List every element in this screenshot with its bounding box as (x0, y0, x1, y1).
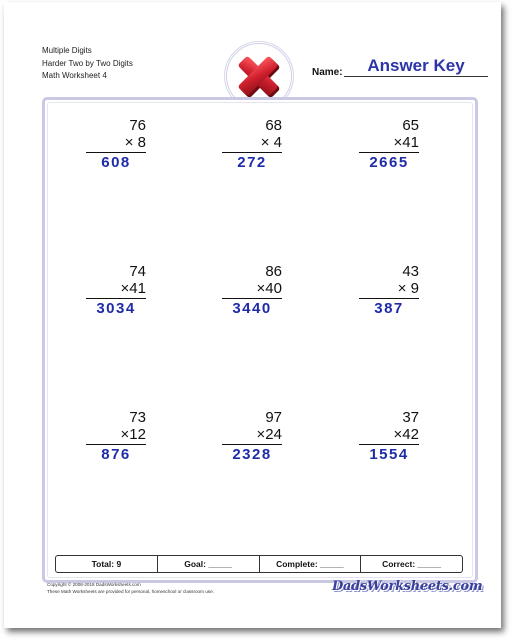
problem-multiplier: × 8 (124, 134, 146, 151)
problem-answer: 608 (101, 154, 131, 171)
problem-multiplier: ×12 (120, 426, 146, 443)
problem (222, 117, 282, 171)
problem (86, 117, 146, 171)
correct-cell: Correct: _____ (360, 556, 462, 572)
problem-multiplicand: 65 (402, 117, 419, 134)
problem (359, 263, 419, 317)
problem-answer: 2328 (232, 446, 272, 463)
problem-answer: 387 (374, 300, 404, 317)
problem-multiplicand: 74 (129, 263, 146, 280)
problem (86, 263, 146, 317)
problem-answer: 876 (101, 446, 131, 463)
name-label: Name: (312, 67, 343, 78)
problem-multiplier: ×41 (393, 134, 419, 151)
problem-multiplier: × 4 (260, 134, 282, 151)
problems-frame-inner (47, 102, 473, 578)
problem-answer: 3034 (96, 300, 136, 317)
complete-cell: Complete: _____ (259, 556, 361, 572)
problem-rule (86, 444, 146, 445)
problem (222, 409, 282, 463)
answer-key-title: Answer Key (367, 56, 465, 75)
problem-rule (222, 298, 282, 299)
problem (86, 409, 146, 463)
problem-multiplicand: 86 (265, 263, 282, 280)
dadsworksheets-logo: DadsWorksheets.com (332, 579, 483, 594)
problem (359, 117, 419, 171)
problem-answer: 3440 (232, 300, 272, 317)
problem-multiplier: ×40 (256, 280, 282, 297)
problem-answer: 1554 (369, 446, 409, 463)
problem-multiplier: ×41 (120, 280, 146, 297)
usage-line: These Math Worksheets are provided for personal, homeschool or classroom use. (47, 588, 214, 594)
problem-answer: 272 (237, 154, 267, 171)
worksheet-topic: Multiple Digits (42, 46, 92, 55)
problem-rule (359, 152, 419, 153)
worksheet-subtitle: Harder Two by Two Digits (42, 58, 133, 68)
problem (222, 263, 282, 317)
problem-multiplicand: 68 (265, 117, 282, 134)
problem-multiplicand: 73 (129, 409, 146, 426)
problem-rule (359, 298, 419, 299)
problem-rule (222, 152, 282, 153)
score-bar (55, 555, 463, 573)
problem-multiplicand: 76 (129, 117, 146, 134)
problem-rule (359, 444, 419, 445)
name-underline (344, 76, 488, 77)
goal-cell: Goal: _____ (157, 556, 259, 572)
worksheet-header (42, 45, 133, 83)
problem-answer: 2665 (369, 154, 409, 171)
problem-multiplicand: 43 (402, 263, 419, 280)
total-cell: Total: 9 (91, 559, 122, 569)
copyright-line: Copyright © 2008-2018 DadsWorksheets.com (47, 582, 141, 587)
problem-multiplier: ×24 (256, 426, 282, 443)
problem-multiplier: × 9 (397, 280, 419, 297)
problem (359, 409, 419, 463)
worksheet-page (4, 2, 501, 628)
problem-multiplier: ×42 (393, 426, 419, 443)
copyright-notice (47, 582, 214, 595)
problem-rule (86, 298, 146, 299)
problem-rule (86, 152, 146, 153)
problem-rule (222, 444, 282, 445)
worksheet-number: Math Worksheet 4 (42, 71, 107, 80)
problem-multiplicand: 97 (265, 409, 282, 426)
problem-multiplicand: 37 (402, 409, 419, 426)
